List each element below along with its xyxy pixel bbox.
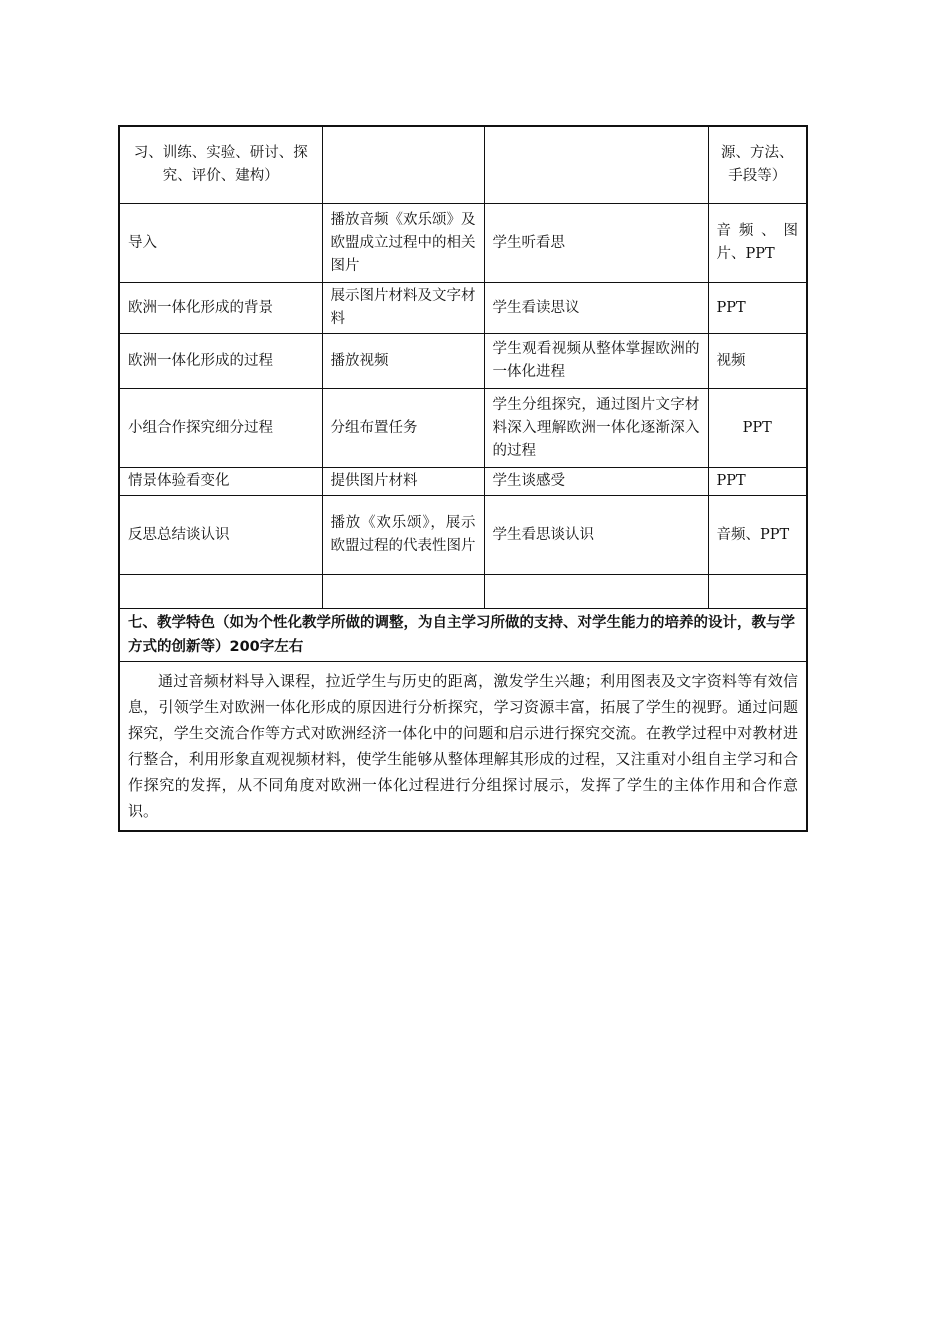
table-row [119,389,807,468]
student-activity-cell: 学生看思谈认识 [484,496,708,575]
table-row [119,204,807,283]
teacher-activity-cell: 播放《欢乐颂》，展示欧盟过程的代表性图片 [322,496,484,575]
table-row [119,496,807,575]
student-activity-cell: 学生谈感受 [484,468,708,496]
table-row [119,468,807,496]
teacher-activity-cell: 分组布置任务 [322,389,484,468]
header-cell-student [484,126,708,204]
student-activity-cell: 学生看读思议 [484,283,708,334]
stage-cell: 欧洲一体化形成的过程 [119,334,322,389]
student-activity-cell: 学生分组探究，通过图片文字材料深入理解欧洲一体化逐渐深入的过程 [484,389,708,468]
table-row [119,334,807,389]
teacher-activity-cell: 播放视频 [322,334,484,389]
resources-cell: 音频、图片、PPT [708,204,807,283]
stage-cell: 小组合作探究细分过程 [119,389,322,468]
section-heading: 七、教学特色（如为个性化教学所做的调整，为自主学习所做的支持、对学生能力的培养的设计，教与学方式的创新等）200字左右 [119,609,807,662]
section-body-row [119,662,807,832]
teacher-activity-cell: 提供图片材料 [322,468,484,496]
resources-cell: PPT [708,468,807,496]
student-activity-cell: 学生观看视频从整体掌握欧洲的一体化进程 [484,334,708,389]
teacher-activity-cell: 播放音频《欢乐颂》及欧盟成立过程中的相关图片 [322,204,484,283]
student-activity-cell: 学生听看思 [484,204,708,283]
header-cell-teacher [322,126,484,204]
stage-cell [119,575,322,609]
resources-cell: 音频、PPT [708,496,807,575]
table-row-empty [119,575,807,609]
student-activity-cell [484,575,708,609]
table-header-row [119,126,807,204]
resources-cell: PPT [708,283,807,334]
stage-cell: 欧洲一体化形成的背景 [119,283,322,334]
header-cell-resources: 源、方法、手段等） [708,126,807,204]
stage-cell: 反思总结谈认识 [119,496,322,575]
stage-cell: 导入 [119,204,322,283]
section-body-paragraph: 通过音频材料导入课程，拉近学生与历史的距离，激发学生兴趣；利用图表及文字资料等有效信息，引领学生对欧洲一体化形成的原因进行分析探究，学习资源丰富，拓展了学生的视野。通过问题探究，学生交流合作等方式对欧洲经济一体化中的问题和启示进行探究交流。在教学过程中对教材进行整合，利用形象直观视频材料，使学生能够从整体理解其形成的过程，又注重对小组自主学习和合作探究的发挥，从不同角度对欧洲一体化过程进行分组探讨展示，发挥了学生的主体作用和合作意识。 [119,662,807,832]
resources-cell: 视频 [708,334,807,389]
resources-cell [708,575,807,609]
teacher-activity-cell: 展示图片材料及文字材料 [322,283,484,334]
header-cell-stage: 习、训练、实验、研讨、探究、评价、建构） [119,126,322,204]
table-row [119,283,807,334]
section-heading-row [119,609,807,662]
teacher-activity-cell [322,575,484,609]
lesson-plan-table [118,125,808,832]
stage-cell: 情景体验看变化 [119,468,322,496]
resources-cell: PPT [708,389,807,468]
